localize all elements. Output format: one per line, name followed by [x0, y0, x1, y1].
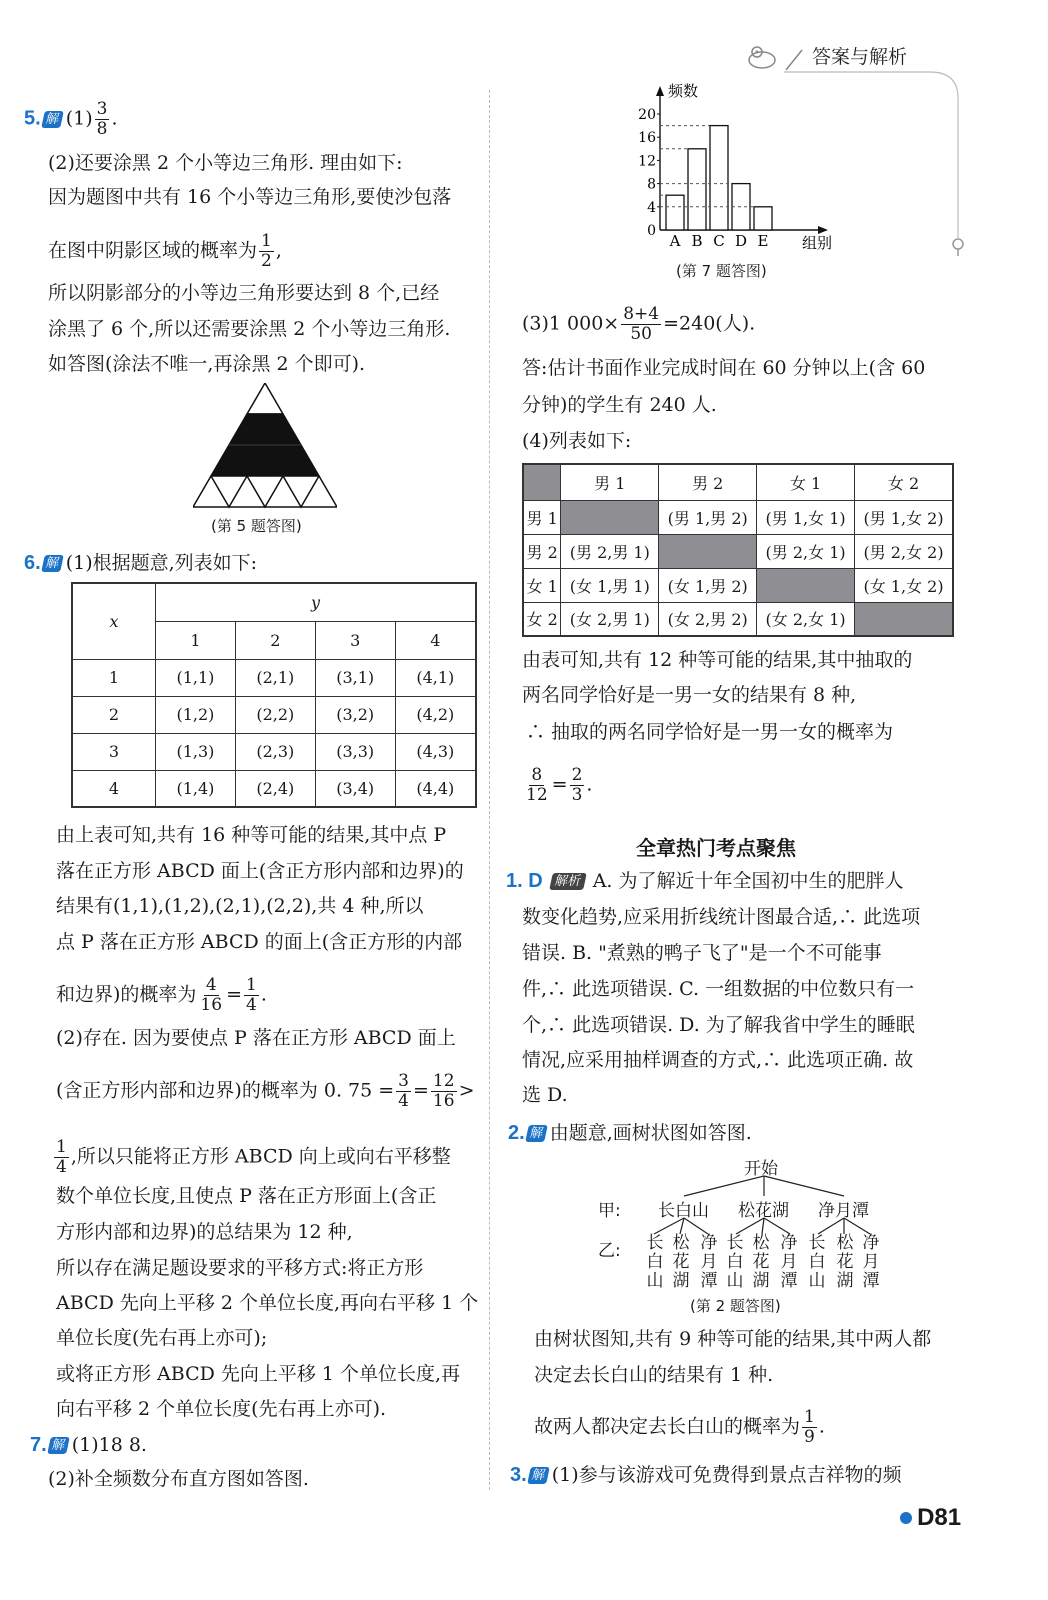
- page-number: D81: [917, 1504, 962, 1531]
- text-line: 方形内部和边界)的总结果为 12 种,: [56, 1221, 353, 1243]
- figure-caption: (第 7 题答图): [676, 262, 767, 280]
- tree-root: 开始: [744, 1159, 778, 1179]
- table-row: 女 2 (女 2,男 1) (女 2,男 2) (女 2,女 1): [523, 602, 953, 636]
- table-row: 4 (1,4) (2,4) (3,4) (4,4): [72, 770, 476, 807]
- text-line: ABCD 先向上平移 2 个单位长度,再向右平移 1 个: [56, 1292, 479, 1314]
- tree-leaf: 松 花 湖: [672, 1233, 690, 1291]
- page-dot-icon: [900, 1512, 912, 1524]
- table-row: 男 2 (男 2,男 1) (男 2,女 1) (男 2,女 2): [523, 534, 953, 568]
- x-axis-arrow: [818, 226, 828, 234]
- text-line: 单位长度(先右再上亦可);: [56, 1327, 268, 1349]
- table-row: 2 (1,2) (2,2) (3,2) (4,2): [72, 696, 476, 733]
- text-line: 件,∴ 此选项错误. C. 一组数据的中位数只有一: [522, 978, 915, 1000]
- triangle-figure: [193, 383, 337, 509]
- column-divider: [489, 90, 490, 1490]
- y-axis-arrow: [656, 86, 664, 96]
- figure-caption: (第 2 题答图): [690, 1297, 781, 1315]
- tree-leaf: 松 花 湖: [752, 1233, 770, 1291]
- bar: [710, 126, 728, 230]
- tree-leaf: 净 月 潭: [700, 1233, 718, 1291]
- x-tick-label: A: [669, 232, 681, 250]
- tree-diagram: [596, 1150, 896, 1290]
- text-line: 向右平移 2 个单位长度(先右再上亦可).: [56, 1398, 387, 1420]
- text-line: 数个单位长度,且使点 P 落在正方形面上(含正: [56, 1185, 437, 1207]
- tree-label-jia: 甲:: [598, 1201, 621, 1221]
- text-line: 或将正方形 ABCD 先向上平移 1 个单位长度,再: [56, 1363, 461, 1385]
- text-line: 决定去长白山的结果有 1 种.: [534, 1364, 774, 1386]
- text-line: 分钟)的学生有 240 人.: [522, 394, 717, 416]
- text-line: 涂黑了 6 个,所以还需要涂黑 2 个小等边三角形.: [48, 318, 451, 340]
- text-line: 由表可知,共有 12 种等可能的结果,其中抽取的: [522, 649, 913, 671]
- text: A. 为了解近十年全国初中生的肥胖人: [592, 870, 904, 892]
- y-tick-label: 16: [638, 130, 656, 147]
- text-line: 选 D.: [522, 1084, 568, 1106]
- tree-leaf: 长 白 山: [646, 1233, 664, 1291]
- histogram-chart: [628, 82, 843, 252]
- text-line: (含正方形内部和边界)的概率为 0. 75 = $\frac{3}{4}$ = $\frac{12}{16}$ >: [56, 1071, 475, 1111]
- mascot-icon: [746, 42, 780, 72]
- x-tick-label: E: [757, 232, 769, 250]
- text: (1)18 8.: [71, 1434, 147, 1456]
- table-row: 女 1 (女 1,男 1) (女 1,男 2) (女 1,女 2): [523, 568, 953, 602]
- analysis-badge: 解析: [549, 873, 587, 890]
- tree-label-yi: 乙:: [598, 1241, 621, 1261]
- x-tick-label: B: [691, 232, 703, 250]
- text-line: 由上表可知,共有 16 种等可能的结果,其中点 P: [56, 824, 447, 846]
- answer-badge: 解: [41, 111, 64, 128]
- y-tick-label: 4: [647, 199, 656, 216]
- tree-leaf: 长 白 山: [808, 1233, 826, 1291]
- text-line: 所以存在满足题设要求的平移方式:将正方形: [56, 1257, 424, 1279]
- figure-caption: (第 5 题答图): [211, 517, 302, 535]
- coordinate-table: [71, 582, 477, 808]
- table-row: 1 (1,1) (2,1) (3,1) (4,1): [72, 659, 476, 696]
- answer-badge: 解: [527, 1467, 550, 1484]
- y-tick-label: 0: [647, 223, 656, 239]
- question-number: 6.: [24, 552, 41, 574]
- page-number-badge: [900, 1504, 961, 1532]
- question-number: 5.: [24, 107, 41, 130]
- y-axis-label: 频数: [668, 82, 699, 100]
- text: (1)根据题意,列表如下:: [65, 552, 258, 574]
- text-line: (2)补全频数分布直方图如答图.: [48, 1468, 309, 1490]
- text-line: 落在正方形 ABCD 面上(含正方形内部和边界)的: [56, 860, 464, 882]
- text-line: 由树状图知,共有 9 种等可能的结果,其中两人都: [534, 1328, 932, 1350]
- tree-leaf: 净 月 潭: [780, 1233, 798, 1291]
- bar: [666, 195, 684, 230]
- text: 由题意,画树状图如答图.: [549, 1122, 752, 1144]
- text-line: (4)列表如下:: [522, 430, 632, 452]
- tree-node: 长白山: [658, 1201, 709, 1221]
- answer-badge: 解: [41, 555, 64, 572]
- question-number: 1. D: [506, 870, 543, 892]
- text-line: ∴ 抽取的两名同学恰好是一男一女的概率为: [526, 721, 894, 743]
- text-line: $\frac{8}{12}$ = $\frac{2}{3}$ .: [526, 765, 593, 805]
- text-line: 如答图(涂法不唯一,再涂黑 2 个即可).: [48, 353, 366, 375]
- header-title: 答案与解析: [812, 46, 908, 68]
- text-line: 错误. B. "煮熟的鸭子飞了"是一个不可能事: [522, 942, 882, 964]
- text-line: 两名同学恰好是一男一女的结果有 8 种,: [522, 684, 857, 706]
- text: (1): [65, 107, 93, 130]
- text-line: 情况,应采用抽样调查的方式,∴ 此选项正确. 故: [522, 1049, 914, 1071]
- question-number: 2.: [508, 1122, 525, 1144]
- text-line: 结果有(1,1),(1,2),(2,1),(2,2),共 4 种,所以: [56, 895, 424, 917]
- text-line: 故两人都决定去长白山的概率为 $\frac{1}{9}$ .: [534, 1407, 825, 1447]
- table-row: 男 1 (男 1,男 2) (男 1,女 1) (男 1,女 2): [523, 500, 953, 534]
- section-title: 全章热门考点聚焦: [636, 836, 796, 860]
- y-tick-label: 12: [638, 153, 656, 170]
- x-tick-label: C: [713, 232, 725, 250]
- text-line: 所以阴影部分的小等边三角形要达到 8 个,已经: [48, 282, 440, 304]
- text-line: 在图中阴影区域的概率为 $\frac{1}{2}$ ,: [48, 231, 282, 271]
- tree-leaf: 净 月 潭: [862, 1233, 880, 1291]
- y-tick-label: 8: [647, 176, 656, 193]
- bar: [754, 207, 772, 230]
- tree-leaf: 长 白 山: [726, 1233, 744, 1291]
- tree-node: 净月潭: [818, 1201, 869, 1221]
- text-line: 因为题图中共有 16 个小等边三角形,要使沙包落: [48, 186, 452, 208]
- x-tick-label: D: [734, 232, 748, 250]
- text-line: 个,∴ 此选项错误. D. 为了解我省中学生的睡眠: [522, 1014, 915, 1036]
- text-line: 点 P 落在正方形 ABCD 的面上(含正方形的内部: [56, 931, 463, 953]
- table-header-row: 1 2 3 4: [72, 621, 476, 659]
- y-tick-label: 20: [638, 107, 656, 123]
- table-header-y: y: [156, 583, 477, 621]
- text-line: (2)还要涂黑 2 个小等边三角形. 理由如下:: [48, 152, 403, 174]
- fraction: $\frac{3}{8}$: [96, 99, 108, 139]
- answer-badge: 解: [47, 1437, 70, 1454]
- table-row: 3 (1,3) (2,3) (3,3) (4,3): [72, 733, 476, 770]
- bar: [688, 149, 706, 230]
- text-line: (3)1 000× $\frac{8+4}{50}$ =240(人).: [522, 304, 756, 344]
- table-header-row: 男 1 男 2 女 1 女 2: [523, 464, 953, 500]
- x-axis-label: 组别: [802, 234, 833, 252]
- text-line: 和边界)的概率为 $\frac{4}{16}$ = $\frac{1}{4}$ .: [56, 975, 267, 1015]
- pair-table: [522, 463, 954, 637]
- text-line: 数变化趋势,应采用折线统计图最合适,∴ 此选项: [522, 906, 921, 928]
- question-number: 3.: [510, 1464, 527, 1486]
- tree-node: 松花湖: [738, 1201, 789, 1221]
- tree-leaf: 松 花 湖: [836, 1233, 854, 1291]
- text-line: 答:估计书面作业完成时间在 60 分钟以上(含 60: [522, 357, 926, 379]
- text-line: (2)存在. 因为要使点 P 落在正方形 ABCD 面上: [56, 1027, 456, 1049]
- question-number: 7.: [30, 1434, 47, 1456]
- answer-badge: 解: [525, 1125, 548, 1142]
- table-header-x: x: [72, 583, 156, 659]
- text: (1)参与该游戏可免费得到景点吉祥物的频: [551, 1464, 902, 1486]
- text-line: $\frac{1}{4}$ ,所以只能将正方形 ABCD 向上或向右平移整: [56, 1137, 451, 1177]
